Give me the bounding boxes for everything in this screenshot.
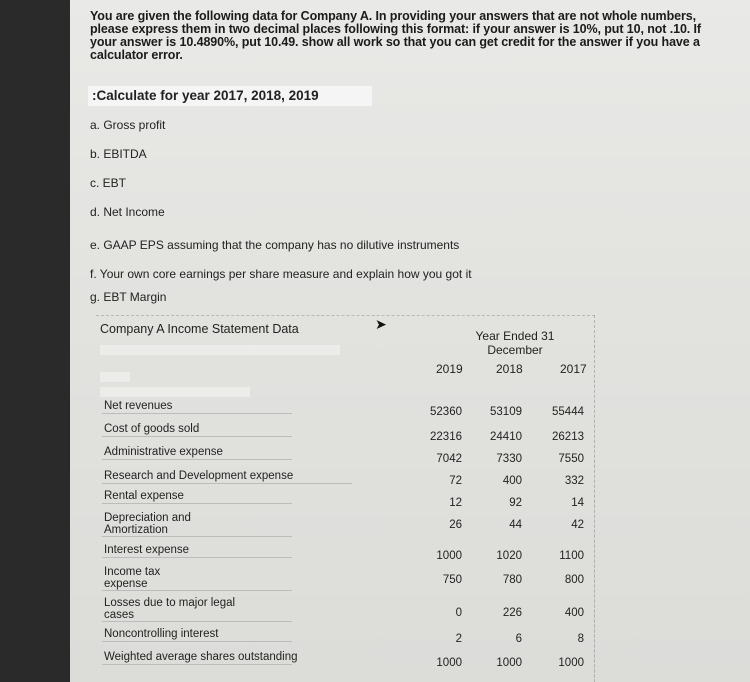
question-g: g. EBT Margin <box>90 290 167 304</box>
table-shade-bar <box>100 345 340 355</box>
row-divider <box>102 503 292 504</box>
cell-2018: 24410 <box>490 431 522 443</box>
calculate-heading: :Calculate for year 2017, 2018, 2019 <box>88 86 372 106</box>
row-divider <box>102 664 292 665</box>
cell-2019: 2 <box>455 633 462 645</box>
cell-2019: 22316 <box>430 431 462 443</box>
question-d: d. Net Income <box>90 205 165 219</box>
cell-2019: 1000 <box>436 657 462 669</box>
question-b: b. EBITDA <box>90 147 147 161</box>
cell-2018: 226 <box>502 607 522 619</box>
question-e: e. GAAP EPS assuming that the company has no dilutive instruments <box>90 238 460 252</box>
row-label: Rental expense <box>104 490 184 502</box>
cell-2018: 92 <box>509 497 522 509</box>
question-f: f. Your own core earnings per share measure and explain how you got it <box>90 267 472 281</box>
cell-2019: 26 <box>449 519 462 531</box>
row-divider <box>102 459 292 460</box>
period-header: Year Ended 31 December <box>475 329 555 357</box>
cell-2018: 44 <box>509 519 522 531</box>
question-c: c. EBT <box>90 176 127 190</box>
cell-2017: 14 <box>571 497 584 509</box>
year-header-2018: 2018 <box>496 362 523 376</box>
cell-2018: 53109 <box>490 406 522 418</box>
cell-2017: 26213 <box>552 431 584 443</box>
cell-2019: 750 <box>442 574 462 586</box>
document-page <box>70 0 750 682</box>
row-label: Administrative expense <box>104 446 223 458</box>
row-label: Losses due to major legal cases <box>104 597 236 621</box>
cell-2017: 400 <box>564 607 584 619</box>
cell-2017: 332 <box>564 475 584 487</box>
instructions-text: You are given the following data for Company A. In providing your answers that are not whole numbers, please express them in two decimal places following this format: if your answer is 10%, put 10, not .10. If your answer is 10.4890%, put 10.49. show all work so that you can get credit for the answer if you have a calculator error. <box>90 9 701 62</box>
cell-2017: 7550 <box>558 453 584 465</box>
row-divider <box>102 590 292 591</box>
row-divider <box>102 436 292 437</box>
row-label: Depreciation and Amortization <box>104 512 191 536</box>
cell-2017: 1100 <box>559 550 584 562</box>
year-header-2019: 2019 <box>436 362 463 376</box>
table-shade-bar <box>100 372 130 382</box>
row-divider <box>102 536 292 537</box>
cell-2017: 1000 <box>558 657 584 669</box>
cell-2019: 52360 <box>430 406 462 418</box>
question-a: a. Gross profit <box>90 118 166 132</box>
cell-2017: 8 <box>577 633 584 645</box>
row-divider <box>102 413 292 414</box>
mouse-pointer-icon: ➤ <box>375 316 387 332</box>
row-label: Income tax expense <box>104 566 161 590</box>
table-shade-bar <box>100 387 250 397</box>
cell-2018: 7330 <box>496 453 522 465</box>
cell-2018: 1000 <box>496 657 522 669</box>
row-label: Noncontrolling interest <box>104 628 219 640</box>
table-title: Company A Income Statement Data <box>100 322 299 336</box>
year-header-2017: 2017 <box>560 362 587 376</box>
cell-2017: 800 <box>564 574 584 586</box>
cell-2018: 6 <box>515 633 522 645</box>
row-divider <box>102 641 292 642</box>
row-label: Net revenues <box>104 400 173 412</box>
cell-2018: 400 <box>502 475 522 487</box>
cell-2018: 780 <box>502 574 522 586</box>
row-divider <box>102 557 292 558</box>
cell-2017: 55444 <box>552 406 584 418</box>
row-divider <box>102 621 292 622</box>
cell-2019: 1000 <box>436 550 462 562</box>
row-label: Interest expense <box>104 544 190 556</box>
table-border <box>594 315 595 682</box>
row-divider <box>102 483 352 484</box>
cell-2017: 42 <box>571 519 584 531</box>
cell-2019: 0 <box>455 607 462 619</box>
cell-2019: 12 <box>449 497 462 509</box>
row-label: Research and Development expense <box>104 470 294 482</box>
cell-2019: 72 <box>449 475 462 487</box>
cell-2019: 7042 <box>436 453 462 465</box>
cell-2018: 1020 <box>496 550 522 562</box>
row-label: Cost of goods sold <box>104 423 200 435</box>
row-label: Weighted average shares outstanding <box>104 651 298 663</box>
